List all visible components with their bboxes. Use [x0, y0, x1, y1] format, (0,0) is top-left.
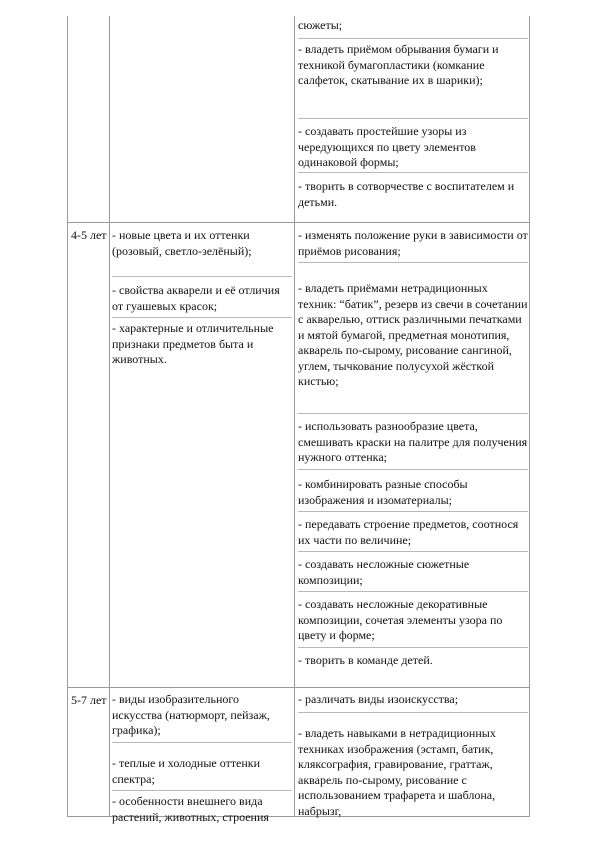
column-divider — [109, 223, 110, 687]
column-divider — [109, 16, 110, 222]
list-item: - использовать разнообразие цвета, смешивать краски на палитре для получения нужного оттенка; — [298, 419, 528, 470]
list-item: - свойства акварели и её отличия от гуашевых красок; — [112, 283, 292, 318]
table-row — [68, 16, 529, 222]
list-item: - владеть навыками в нетрадиционных техниках изображения (эстамп, батик, кляксография, гравирование, граттаж, акварель по-сырому, рисование с использованием трафарета и шаблона, набрызг, — [298, 726, 496, 818]
age-cell: 4-5 лет — [71, 228, 107, 242]
list-item: - теплые и холодные оттенки спектра; — [112, 756, 292, 791]
list-item: - создавать несложные сюжетные композиции; — [298, 557, 528, 592]
table-row — [68, 687, 529, 824]
column-divider — [294, 16, 295, 222]
list-item: - изменять положение руки в зависимости от приёмов рисования; — [298, 228, 528, 263]
list-item: - различать виды изоискусства; — [298, 692, 528, 713]
list-item: - творить в сотворчестве с воспитателем и детьми. — [298, 179, 515, 209]
age-cell: 5-7 лет — [71, 693, 107, 707]
list-item: - характерные и отличительные признаки предметов быта и животных. — [112, 321, 274, 366]
list-item: - виды изобразительного искусства (натюрморт, пейзаж, графика); — [112, 692, 292, 743]
list-item: - владеть приёмами нетрадиционных техник: “батик”, резерв из свечи в сочетании с акварелью, оттиск различными печатками и мятой бумагой, предметная монотипия, акварель по-сырому, рисование сангиной, углем, тычкование полусухой жёсткой кистью; — [298, 281, 528, 414]
list-item: - создавать несложные декоративные композиции, сочетая элементы узора по цвету и форме; — [298, 597, 528, 648]
list-item: сюжеты; — [298, 18, 528, 39]
column-divider — [294, 223, 295, 687]
list-item: - творить в команде детей. — [298, 653, 433, 667]
column-divider — [109, 688, 110, 817]
program-table — [67, 16, 530, 824]
list-item: - создавать простейшие узоры из чередующихся по цвету элементов одинаковой формы; — [298, 124, 528, 173]
list-item: - новые цвета и их оттенки (розовый, светло-зелёный); — [112, 228, 292, 277]
list-item: - владеть приёмом обрывания бумаги и техникой бумагопластики (комкание салфеток, скатывание их в шарики); — [298, 42, 528, 119]
list-item: - особенности внешнего вида растений, животных, строения — [112, 794, 269, 824]
list-item: - комбинировать разные способы изображения и изоматериалы; — [298, 477, 528, 512]
list-item: - передавать строение предметов, соотнося их части по величине; — [298, 517, 528, 552]
table-row — [68, 222, 529, 687]
column-divider — [294, 688, 295, 817]
